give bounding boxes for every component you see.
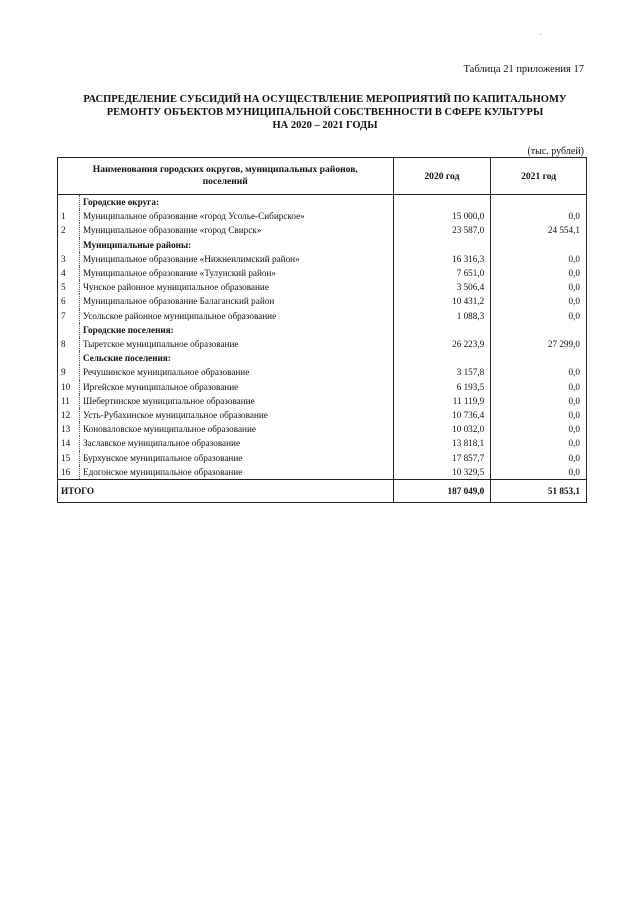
group-row bbox=[58, 195, 587, 210]
row-number: 3 bbox=[58, 252, 80, 266]
group-label: Городские поселения: bbox=[79, 323, 393, 337]
table-row bbox=[58, 408, 587, 422]
row-name: Иргейское муниципальное образование bbox=[79, 380, 393, 394]
group-row bbox=[58, 238, 587, 252]
table-row bbox=[58, 394, 587, 408]
row-2020: 10 431,2 bbox=[393, 294, 491, 308]
row-2021: 0,0 bbox=[491, 280, 587, 294]
row-2021: 0,0 bbox=[491, 309, 587, 323]
row-2020: 13 818,1 bbox=[393, 436, 491, 450]
total-label: ИТОГО bbox=[58, 480, 394, 503]
row-number: 12 bbox=[58, 408, 80, 422]
row-name: Муниципальное образование «город Усолье-Сибирское» bbox=[79, 209, 393, 223]
row-2020: 11 119,9 bbox=[393, 394, 491, 408]
row-number: 8 bbox=[58, 337, 80, 351]
row-2020: 1 088,3 bbox=[393, 309, 491, 323]
table-row bbox=[58, 337, 587, 351]
subsidy-table bbox=[57, 157, 587, 503]
row-number: 10 bbox=[58, 380, 80, 394]
row-name: Бурхунское муниципальное образование bbox=[79, 451, 393, 465]
table-row bbox=[58, 223, 587, 237]
table-row bbox=[58, 365, 587, 379]
document-title bbox=[60, 93, 590, 132]
row-2020: 10 329,5 bbox=[393, 465, 491, 480]
title-line-1: РАСПРЕДЕЛЕНИЕ СУБСИДИЙ НА ОСУЩЕСТВЛЕНИЕ МЕРОПРИЯТИЙ ПО КАПИТАЛЬНОМУ bbox=[83, 94, 567, 105]
row-name: Муниципальное образование «Нижнеилимский район» bbox=[79, 252, 393, 266]
row-2021: 0,0 bbox=[491, 465, 587, 480]
units-note: (тыс. рублей) bbox=[527, 146, 584, 157]
row-2021: 0,0 bbox=[491, 209, 587, 223]
row-name: Тыретское муниципальное образование bbox=[79, 337, 393, 351]
row-number: 14 bbox=[58, 436, 80, 450]
row-2020: 10 032,0 bbox=[393, 422, 491, 436]
row-2020: 10 736,4 bbox=[393, 408, 491, 422]
header-name-line-1: Наименования городских округов, муниципальных районов, bbox=[92, 164, 358, 175]
row-2021: 0,0 bbox=[491, 365, 587, 379]
row-number: 16 bbox=[58, 465, 80, 480]
row-2020: 7 651,0 bbox=[393, 266, 491, 280]
row-2021: 0,0 bbox=[491, 451, 587, 465]
row-2021: 27 299,0 bbox=[491, 337, 587, 351]
row-2020: 17 857,7 bbox=[393, 451, 491, 465]
row-number: 5 bbox=[58, 280, 80, 294]
group-label: Городские округа: bbox=[79, 195, 393, 210]
row-2020: 3 157,8 bbox=[393, 365, 491, 379]
table-row bbox=[58, 252, 587, 266]
row-name: Шебертинское муниципальное образование bbox=[79, 394, 393, 408]
header-name-line-2: поселений bbox=[202, 176, 248, 187]
header-name bbox=[58, 158, 394, 195]
total-row bbox=[58, 480, 587, 503]
row-2021: 24 554,1 bbox=[491, 223, 587, 237]
scan-speck bbox=[540, 34, 541, 35]
table-row bbox=[58, 465, 587, 480]
row-2021: 0,0 bbox=[491, 436, 587, 450]
row-number: 11 bbox=[58, 394, 80, 408]
row-name: Муниципальное образование «город Свирск» bbox=[79, 223, 393, 237]
row-name: Муниципальное образование «Тулунский район» bbox=[79, 266, 393, 280]
row-name: Речушинское муниципальное образование bbox=[79, 365, 393, 379]
title-line-3: НА 2020 – 2021 ГОДЫ bbox=[272, 120, 378, 131]
table-row bbox=[58, 294, 587, 308]
row-name: Чунское районное муниципальное образование bbox=[79, 280, 393, 294]
row-number: 4 bbox=[58, 266, 80, 280]
row-2021: 0,0 bbox=[491, 380, 587, 394]
row-number: 2 bbox=[58, 223, 80, 237]
row-number: 13 bbox=[58, 422, 80, 436]
row-2021: 0,0 bbox=[491, 252, 587, 266]
row-2021: 0,0 bbox=[491, 394, 587, 408]
row-2020: 15 000,0 bbox=[393, 209, 491, 223]
group-row bbox=[58, 351, 587, 365]
group-label: Сельские поселения: bbox=[79, 351, 393, 365]
row-2021: 0,0 bbox=[491, 294, 587, 308]
total-2021: 51 853,1 bbox=[491, 480, 587, 503]
row-name: Муниципальное образование Балаганский район bbox=[79, 294, 393, 308]
total-2020: 187 049,0 bbox=[393, 480, 491, 503]
row-name: Едогонское муниципальное образование bbox=[79, 465, 393, 480]
row-number: 7 bbox=[58, 309, 80, 323]
row-2020: 26 223,9 bbox=[393, 337, 491, 351]
header-row bbox=[58, 158, 587, 195]
row-2020: 3 506,4 bbox=[393, 280, 491, 294]
row-name: Усть-Рубахинское муниципальное образование bbox=[79, 408, 393, 422]
table-row bbox=[58, 209, 587, 223]
header-2020: 2020 год bbox=[393, 158, 491, 195]
table-caption: Таблица 21 приложения 17 bbox=[463, 64, 584, 75]
header-2021: 2021 год bbox=[491, 158, 587, 195]
row-2021: 0,0 bbox=[491, 422, 587, 436]
row-2020: 6 193,5 bbox=[393, 380, 491, 394]
row-name: Усольское районное муниципальное образование bbox=[79, 309, 393, 323]
row-number: 6 bbox=[58, 294, 80, 308]
group-label: Муниципальные районы: bbox=[79, 238, 393, 252]
table-row bbox=[58, 436, 587, 450]
table-row bbox=[58, 380, 587, 394]
row-name: Заславское муниципальное образование bbox=[79, 436, 393, 450]
row-2020: 16 316,3 bbox=[393, 252, 491, 266]
table-row bbox=[58, 451, 587, 465]
row-2020: 23 587,0 bbox=[393, 223, 491, 237]
row-number: 9 bbox=[58, 365, 80, 379]
row-number: 1 bbox=[58, 209, 80, 223]
row-number: 15 bbox=[58, 451, 80, 465]
table-row bbox=[58, 309, 587, 323]
row-name: Коноваловское муниципальное образование bbox=[79, 422, 393, 436]
title-line-2: РЕМОНТУ ОБЪЕКТОВ МУНИЦИПАЛЬНОЙ СОБСТВЕННОСТИ В СФЕРЕ КУЛЬТУРЫ bbox=[106, 107, 544, 118]
row-2021: 0,0 bbox=[491, 408, 587, 422]
row-2021: 0,0 bbox=[491, 266, 587, 280]
table-row bbox=[58, 422, 587, 436]
group-row bbox=[58, 323, 587, 337]
table-row bbox=[58, 266, 587, 280]
table-row bbox=[58, 280, 587, 294]
